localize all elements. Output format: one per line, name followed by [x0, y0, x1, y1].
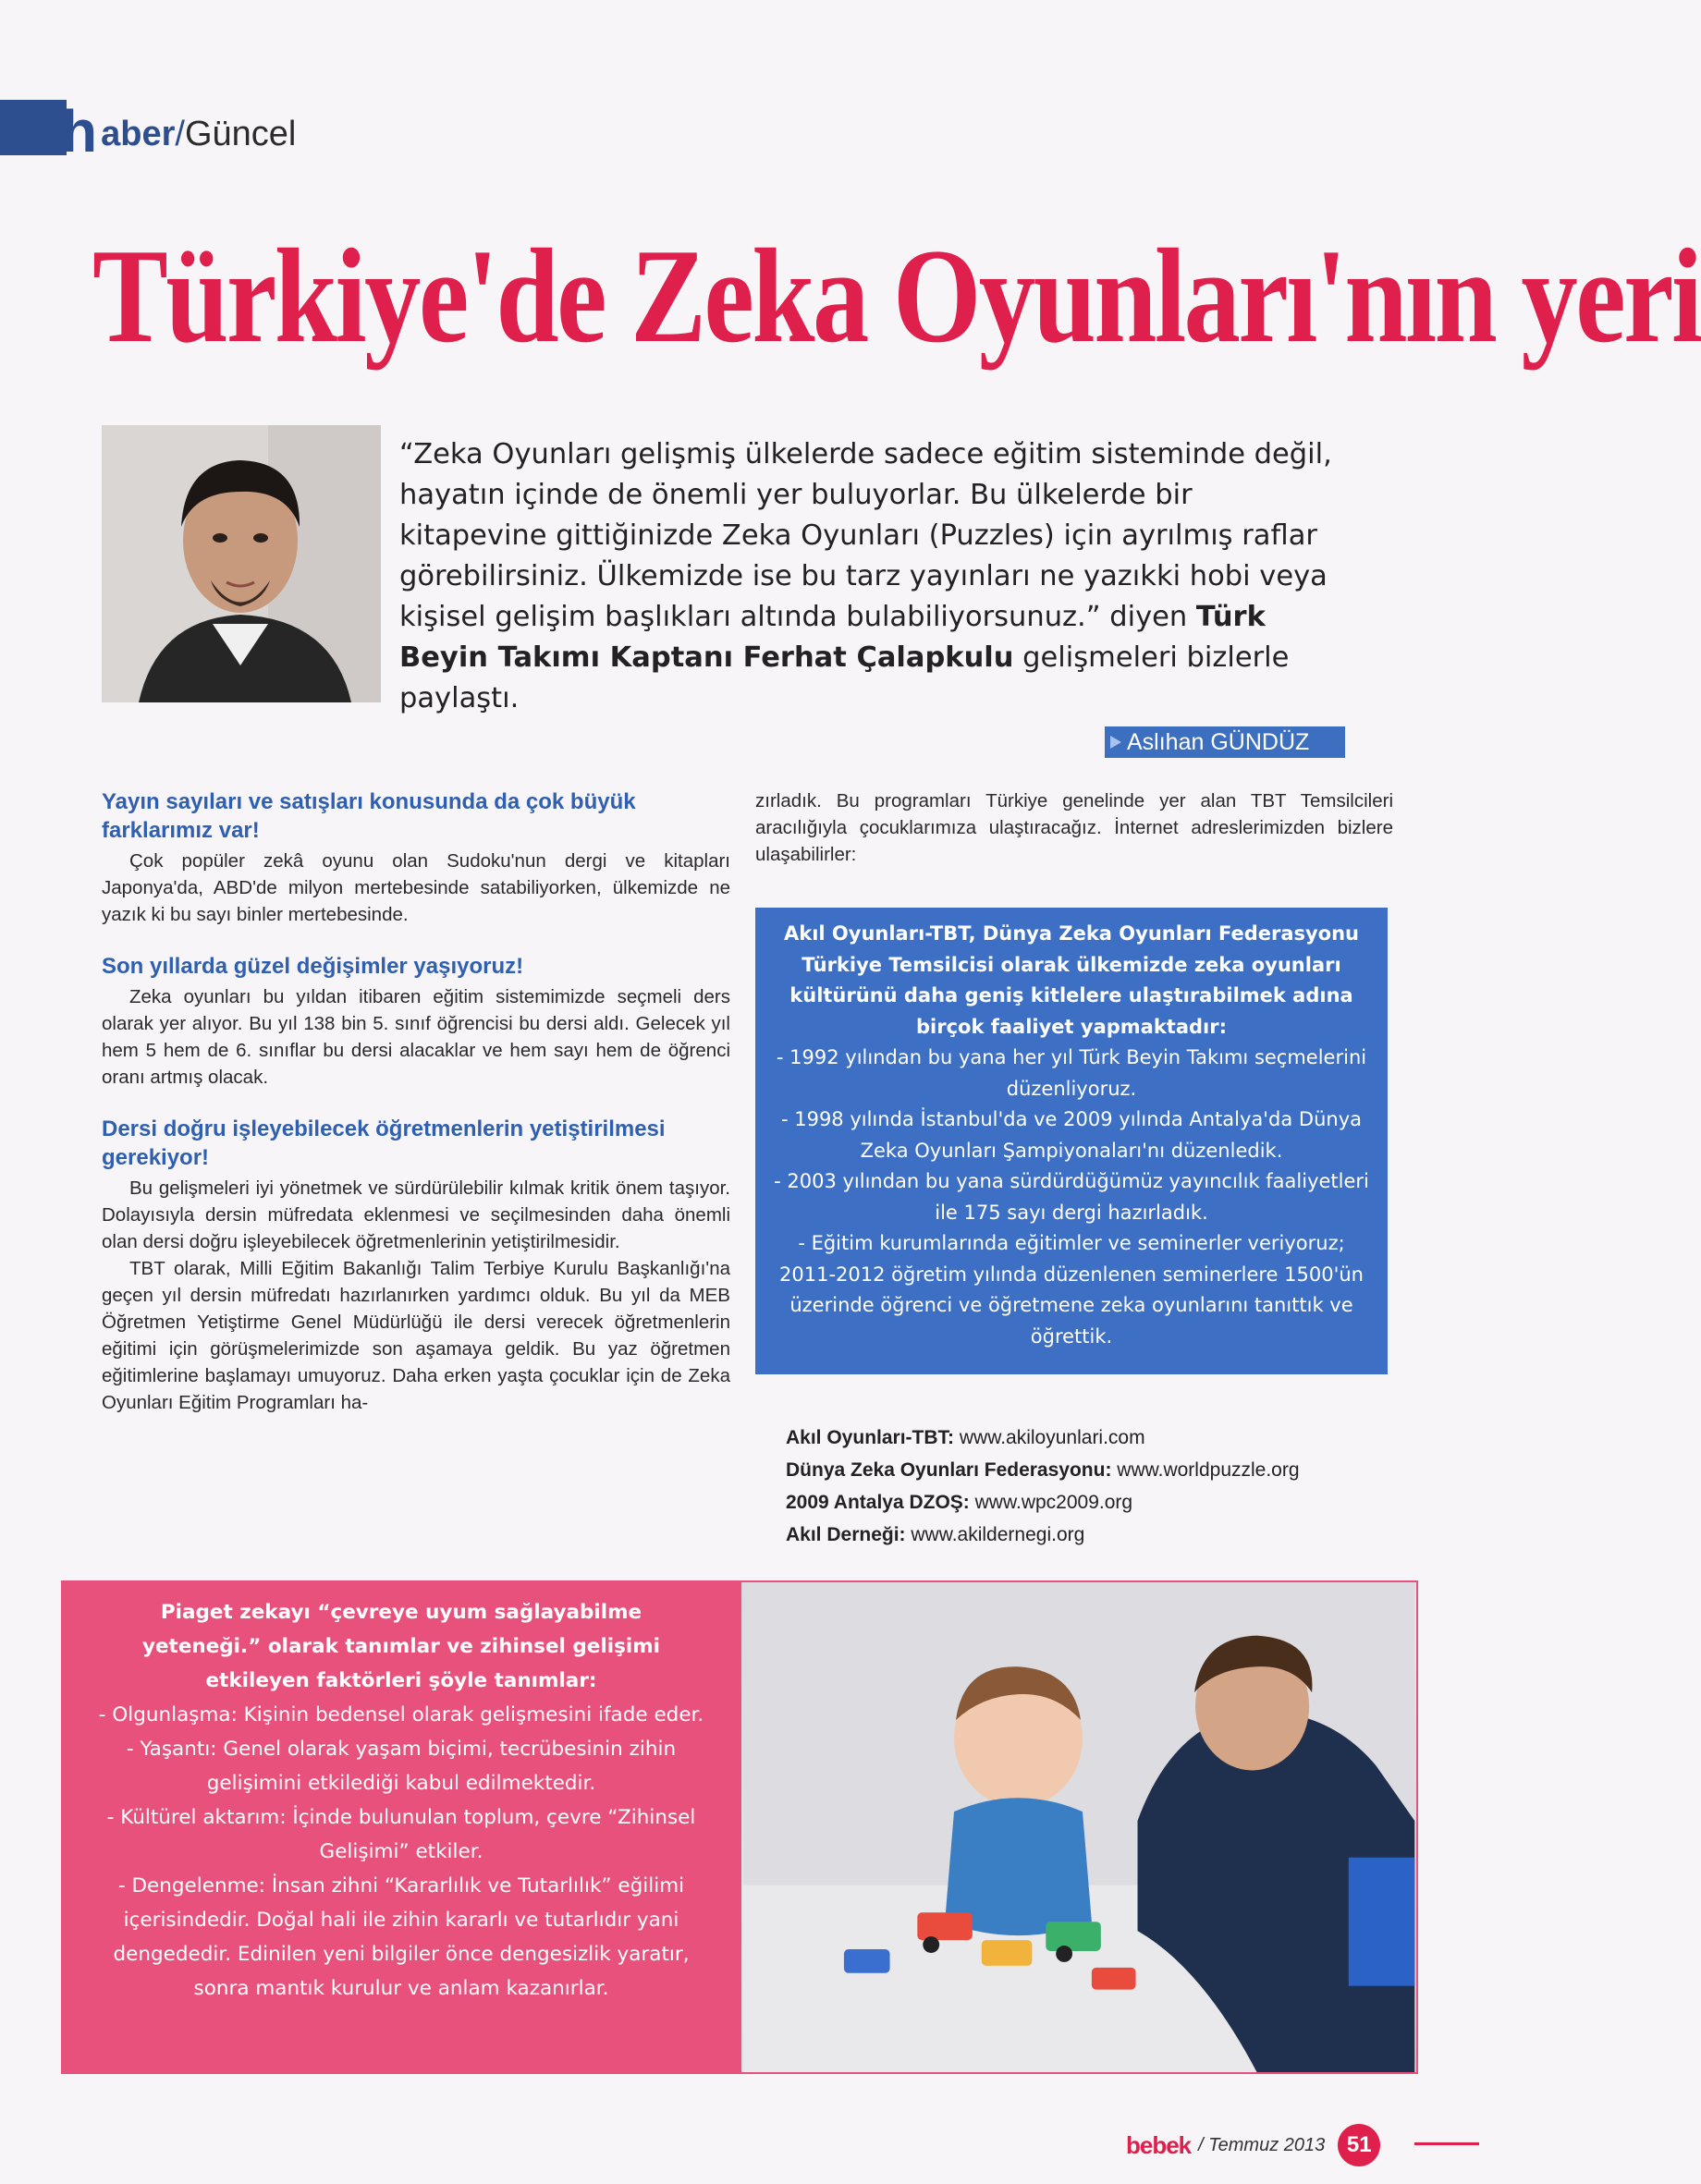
piaget-item: - Dengelenme: İnsan zihni “Kararlılık ve Tutarlılık” eğilimi içerisindedir. Doğal hali ile zihin kararlı ve tutarlıdır yani dengededir. Edinilen yeni bilgiler önce dengesizlik yaratır, sonra mantık kurulur ve anlam kazanırlar. — [113, 1874, 690, 2000]
page-footer — [1126, 2122, 1380, 2168]
piaget-item: - Yaşantı: Genel olarak yaşam biçimi, tecrübesinin zihin gelişimini etkilediği kabul edilmektedir. — [126, 1738, 677, 1795]
page-title: Türkiye'de Zeka Oyunları'nın yeri — [92, 221, 1701, 371]
tbt-info-box — [755, 908, 1388, 1374]
left-column — [102, 787, 730, 1440]
article-section — [102, 1115, 730, 1416]
link-row — [786, 1519, 1396, 1551]
article-section — [102, 952, 730, 1091]
info-box-item: - 1992 yılından bu yana her yıl Türk Beyin Takımı seçmelerini düzenliyoruz. — [776, 1046, 1367, 1100]
photo-illustration — [741, 1582, 1416, 2072]
lead-text: “Zeka Oyunları gelişmiş ülkelerde sadece eğitim sisteminde değil, hayatın içinde de önemli yer buluyorlar. Bu ülkelerde bir kitapevine gittiğinizde Zeka Oyunları (Puzzles) için ayrılmış raflar görebilirsiniz. Ülkemizde ise bu tarz yayınları ne yazıkki hobi veya kişisel gelişim başlıkları altında bulabiliyorsunuz.” diyen — [399, 438, 1332, 633]
author-portrait — [102, 425, 381, 702]
link-label: Dünya Zeka Oyunları Federasyonu: — [786, 1459, 1112, 1481]
info-box-item: - 2003 yılından bu yana sürdürdüğümüz yayıncılık faaliyetleri ile 175 sayı dergi hazırladık. — [774, 1170, 1369, 1224]
footer-rule — [1414, 2142, 1479, 2145]
link-url[interactable]: www.worldpuzzle.org — [1117, 1459, 1300, 1481]
link-label: Akıl Derneği: — [786, 1524, 906, 1545]
lead-after: gelişmeleri bizlerle paylaştı. — [399, 641, 1290, 714]
article-section — [102, 787, 730, 928]
website-links — [786, 1421, 1396, 1551]
issue-date: / Temmuz 2013 — [1198, 2134, 1326, 2155]
link-row — [786, 1421, 1396, 1454]
lead-quote — [399, 434, 1342, 719]
page-number: 51 — [1338, 2124, 1380, 2166]
section-paragraph: Çok popüler zekâ oyunu olan Sudoku'nun dergi ve kitapları Japonya'da, ABD'de milyon mertebesinde satabiliyorken, ülkemizde ne yazık ki bu sayı binler mertebesinde. — [102, 850, 730, 925]
section-label — [101, 113, 296, 155]
link-label: 2009 Antalya DZOŞ: — [786, 1492, 970, 1513]
info-box-item: - Eğitim kurumlarında eğitimler ve seminerler veriyoruz; 2011-2012 öğretim yılında düzenlenen seminerlere 1500'ün üzerinde öğrenci ve öğretmene zeka oyunlarını tanıttık ve öğrettik. — [779, 1232, 1364, 1348]
link-url[interactable]: www.akildernegi.org — [911, 1524, 1085, 1545]
section-category: Güncel — [184, 115, 297, 153]
section-paragraph: Bu gelişmeleri iyi yönetmek ve sürdürülebilir kılmak kritik önem taşıyor. Dolayısıyla dersin müfredata eklenmesi ve seçilmesinden daha önemli olan dersi doğru işleyebilecek öğretmenlerinin yetiştirilmesidir. — [102, 1177, 730, 1252]
section-letter: h — [61, 98, 98, 165]
piaget-heading: Piaget zekayı “çevreye uyum sağlayabilme yeteneği.” olarak tanımlar ve zihinsel gelişimi etkileyen faktörleri şöyle tanımlar: — [141, 1601, 661, 1692]
section-heading: Son yıllarda güzel değişimler yaşıyoruz! — [102, 954, 524, 979]
byline-arrow-icon — [1110, 736, 1121, 749]
magazine-name: bebek — [1126, 2130, 1192, 2159]
info-box-heading: Akıl Oyunları-TBT, Dünya Zeka Oyunları Federasyonu Türkiye Temsilcisi olarak ülkemizde zeka oyunları kültürünü daha geniş kitlelere ulaştırabilmek adına birçok faaliyet yapmaktadır: — [783, 922, 1360, 1038]
section-paragraph: TBT olarak, Milli Eğitim Bakanlığı Talim Terbiye Kurulu Başkanlığı'na geçen yıl dersin müfredatı hazırlanırken yardımcı olduk. Bu yıl da MEB Öğretmen Yetiştirme Genel Müdürlüğü ile dersi verecek öğretmenlerin eğitimi için görüşmelerimizde son aşamaya geldik. Bu yaz öğretmen eğitimlerine başlamayı umuyoruz. Daha erken yaşta çocuklar için de Zeka Oyunları Eğitim Programları ha- — [102, 1258, 730, 1413]
section-heading: Yayın sayıları ve satışları konusunda da çok büyük farklarımız var! — [102, 789, 636, 843]
piaget-info-box — [61, 1580, 741, 2074]
right-column-continuation — [755, 787, 1393, 868]
continuation-paragraph: zırladık. Bu programları Türkiye genelinde yer alan TBT Temsilcileri aracılığıyla çocuklarımıza ulaştıracağız. İnternet adreslerimizden bizlere ulaşabilirler: — [755, 790, 1393, 865]
section-word: aber — [101, 115, 176, 153]
piaget-item: - Kültürel aktarım: İçinde bulunulan toplum, çevre “Zihinsel Gelişimi” etkiler. — [106, 1806, 696, 1863]
section-color-bar — [0, 100, 67, 155]
link-row — [786, 1486, 1396, 1519]
portrait-illustration — [102, 425, 381, 702]
section-tag — [0, 98, 297, 165]
author-byline — [1105, 726, 1345, 758]
piaget-item: - Olgunlaşma: Kişinin bedensel olarak gelişmesini ifade eder. — [98, 1703, 704, 1726]
link-row — [786, 1454, 1396, 1486]
section-paragraph: Zeka oyunları bu yıldan itibaren eğitim sistemimizde seçmeli ders olarak yer alıyor. Bu yıl 138 bin 5. sınıf öğrencisi bu dersi aldı. Gelecek yıl hem 5 hem de 6. sınıflar bu dersi alacaklar ve hem sayı hem de öğrenci oranı artmış olacak. — [102, 986, 730, 1088]
link-url[interactable]: www.akiloyunlari.com — [959, 1427, 1145, 1448]
link-url[interactable]: www.wpc2009.org — [974, 1492, 1133, 1513]
lead-bold-name: Türk Beyin Takımı Kaptanı Ferhat Çalapkulu — [399, 601, 1266, 674]
link-label: Akıl Oyunları-TBT: — [786, 1427, 955, 1448]
section-heading: Dersi doğru işleyebilecek öğretmenlerin yetiştirilmesi gerekiyor! — [102, 1116, 666, 1170]
section-slash: / — [175, 115, 185, 153]
byline-name: Aslıhan GÜNDÜZ — [1127, 729, 1310, 755]
info-box-item: - 1998 yılında İstanbul'da ve 2009 yılında Antalya'da Dünya Zeka Oyunları Şampiyonaları'nı düzenledik. — [780, 1108, 1363, 1162]
father-child-photo — [741, 1580, 1418, 2074]
